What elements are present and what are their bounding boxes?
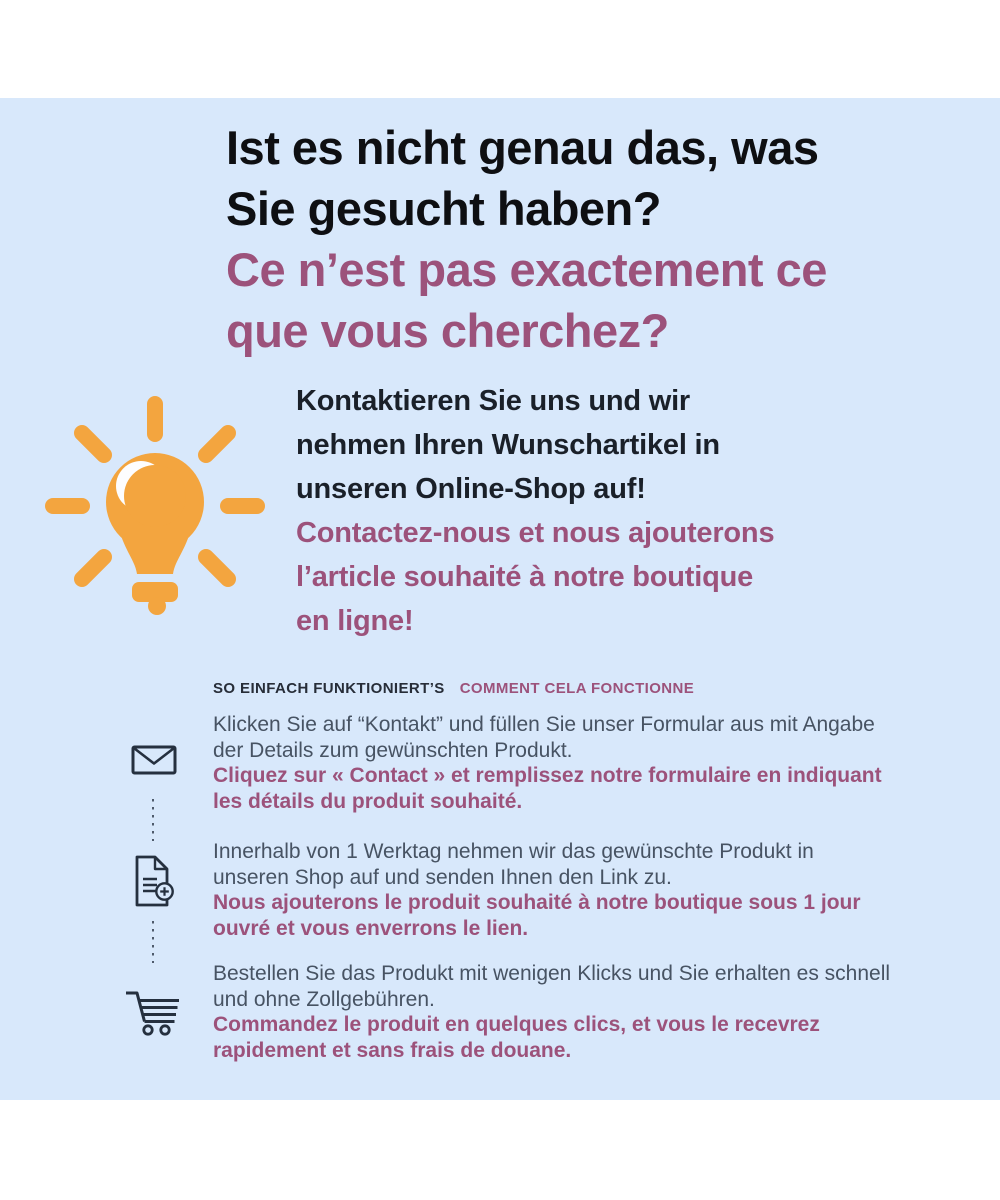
step2-de-line1: Innerhalb von 1 Werktag nehmen wir das gewünschte Produkt in	[213, 840, 814, 863]
pitch-german	[296, 379, 774, 511]
hero-title-french	[226, 239, 827, 361]
pitch-text	[296, 379, 774, 643]
envelope-icon	[131, 745, 177, 775]
dotted-connector-2	[152, 921, 154, 963]
how-it-works-header	[213, 679, 694, 699]
bottom-white-band	[0, 1100, 1000, 1200]
step2-de-line2: unseren Shop auf und senden Ihnen den Link zu.	[213, 865, 672, 889]
step-1-text	[213, 712, 882, 814]
hero-title-de-line1: Ist es nicht genau das, was	[226, 121, 819, 174]
top-white-band	[0, 0, 1000, 98]
step2-fr-line2: ouvré et vous enverrons le lien.	[213, 916, 529, 940]
hero-title-fr-line1: Ce n’est pas exactement ce	[226, 243, 827, 296]
pitch-fr-line3: en ligne!	[296, 605, 414, 637]
hero-title-fr-line2: que vous cherchez?	[226, 304, 669, 357]
document-add-icon	[130, 854, 174, 908]
pitch-de-line2: nehmen Ihren Wunschartikel in	[296, 429, 720, 461]
hero-title-german	[226, 117, 827, 239]
lightbulb-idea-icon	[45, 396, 265, 620]
step1-fr-line1: Cliquez sur « Contact » et remplissez notre formulaire en indiquant	[213, 764, 882, 787]
step-3-text	[213, 961, 890, 1063]
hero-title-de-line2: Sie gesucht haben?	[226, 182, 661, 235]
step3-de-line2: und ohne Zollgebühren.	[213, 987, 435, 1011]
step3-fr-line2: rapidement et sans frais de douane.	[213, 1038, 572, 1062]
step1-de-line1: Klicken Sie auf “Kontakt” und füllen Sie unser Formular aus mit Angabe	[213, 713, 875, 736]
how-header-french: COMMENT CELA FONCTIONNE	[459, 680, 695, 697]
pitch-fr-line2: l’article souhaité à notre boutique	[296, 561, 754, 593]
pitch-french	[296, 511, 774, 643]
how-header-german: SO EINFACH FUNKTIONIERT’S	[213, 680, 445, 697]
lightbulb-svg	[45, 396, 265, 620]
step1-fr-line2: les détails du produit souhaité.	[213, 789, 523, 813]
pitch-de-line3: unseren Online-Shop auf!	[296, 473, 646, 505]
step3-de-line1: Bestellen Sie das Produkt mit wenigen Klicks und Sie erhalten es schnell	[213, 962, 891, 985]
pitch-fr-line1: Contactez-nous et nous ajouterons	[296, 517, 775, 549]
step-2-text	[213, 839, 861, 941]
pitch-de-line1: Kontaktieren Sie uns und wir	[296, 385, 691, 417]
cart-icon	[124, 986, 182, 1036]
step3-fr-line1: Commandez le produit en quelques clics, et vous le recevrez	[213, 1013, 820, 1036]
hero-heading	[226, 117, 827, 361]
dotted-connector-1	[152, 799, 154, 841]
step2-fr-line1: Nous ajouterons le produit souhaité à notre boutique sous 1 jour	[213, 891, 861, 914]
step1-de-line2: der Details zum gewünschten Produkt.	[213, 738, 573, 762]
